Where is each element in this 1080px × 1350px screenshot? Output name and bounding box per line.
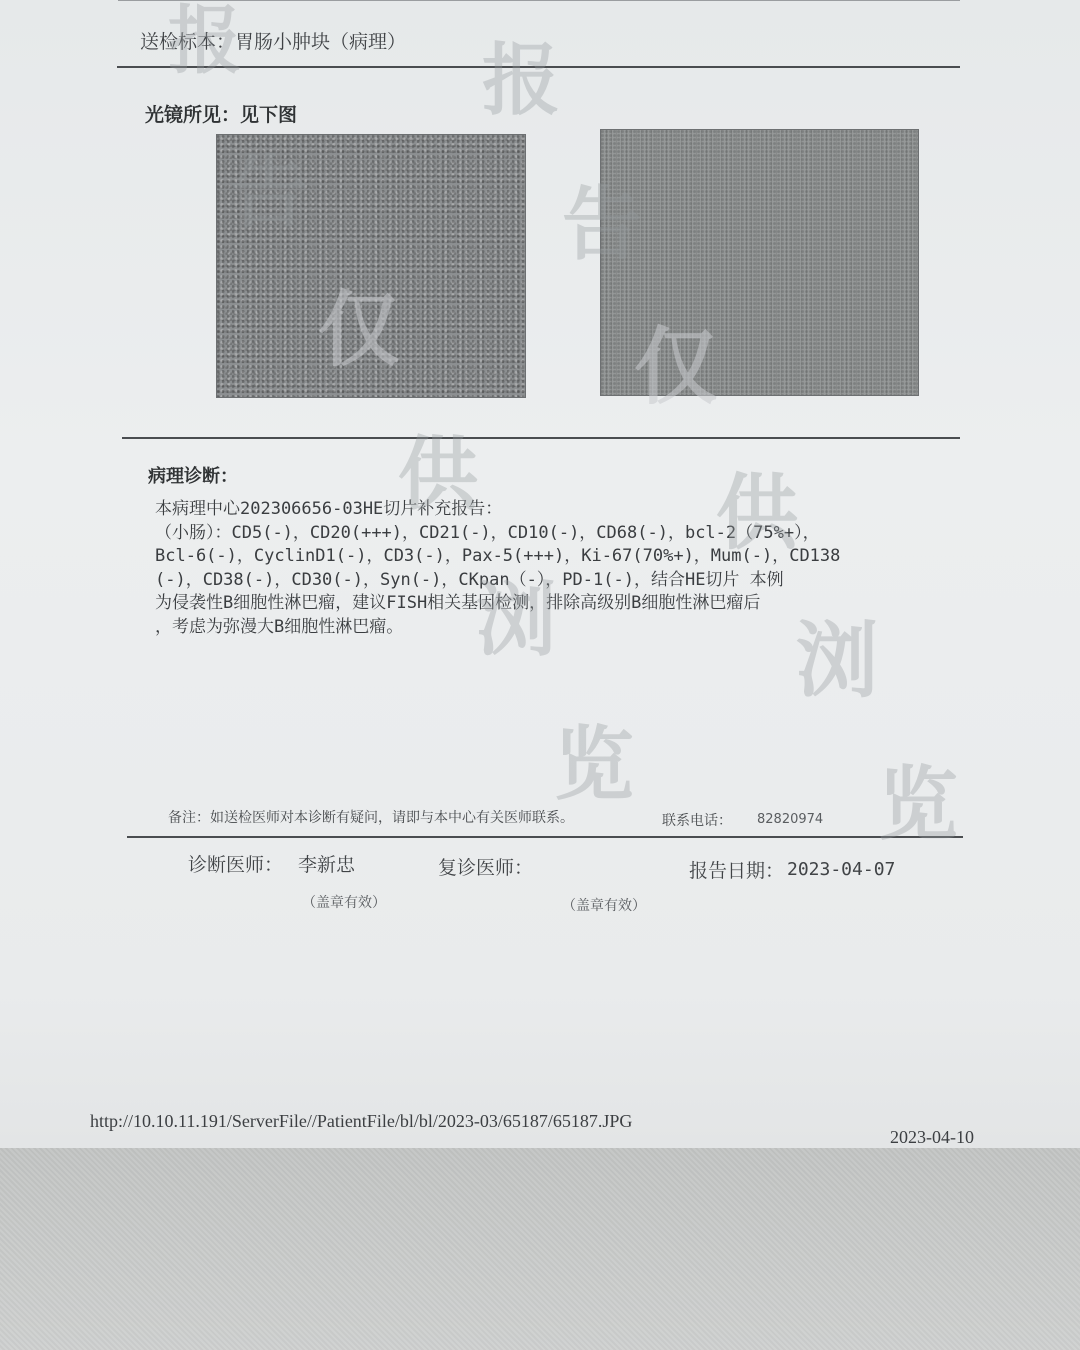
footer-url: http://10.10.11.191/ServerFile//PatientFile/bl/bl/2023-03/65187/65187.JPG	[90, 1111, 633, 1131]
watermark-char: 览	[554, 717, 634, 811]
note-text: 备注：如送检医师对本诊断有疑问，请即与本中心有关医师联系。	[168, 810, 574, 826]
header-rule	[117, 66, 960, 68]
footer-date: 2023-04-10	[890, 1127, 974, 1147]
desk-surface	[0, 1148, 1080, 1350]
watermark-char: 告	[562, 177, 642, 271]
diagnosis-line: 为侵袭性B细胞性淋巴瘤，建议FISH相关基因检测，排除高级别B细胞性淋巴瘤后	[155, 593, 761, 613]
image-rule	[122, 437, 960, 439]
watermark-char: 告	[230, 147, 309, 238]
reviewing-doctor-label: 复诊医师：	[438, 857, 534, 879]
diagnosis-line: ，考虑为弥漫大B细胞性淋巴瘤。	[155, 616, 404, 637]
watermark-char: 报	[168, 0, 242, 84]
diagnosis-heading: 病理诊断：	[148, 466, 238, 487]
diagnosis-line: (-)，CD38(-)，CD30(-)，Syn(-)，CKpan（-），PD-1(-)，结合HE切片 本例	[155, 569, 784, 590]
watermark-char: 报	[482, 35, 561, 126]
micrograph-right	[600, 129, 919, 396]
phone-label: 联系电话：	[662, 813, 732, 829]
watermark-char: 仅	[318, 282, 401, 378]
stamp-note: （盖章有效）	[302, 895, 386, 911]
report-date-label: 报告日期：	[689, 860, 785, 882]
watermark-char: 供	[716, 465, 799, 561]
watermark-char: 供	[398, 427, 478, 521]
watermark-char: 浏	[476, 573, 556, 667]
microscopy-label: 光镜所见：见下图	[145, 104, 298, 126]
diagnosing-doctor-label: 诊断医师：	[188, 854, 284, 876]
watermark-char: 览	[878, 757, 958, 851]
top-rule	[118, 0, 960, 1]
specimen-line: 送检标本：胃肠小肿块（病理）	[140, 31, 407, 53]
report-date: 2023-04-07	[787, 859, 896, 880]
diagnosis-line: （小肠）：CD5(-)，CD20(+++)，CD21(-)，CD10(-)，CD68(-)，bcl-2（75%+），	[155, 522, 820, 543]
watermark-char: 仅	[634, 317, 719, 416]
diagnosis-line: 本病理中心202306656-03HE切片补充报告：	[155, 499, 503, 519]
watermark-char: 浏	[796, 613, 879, 709]
diagnosis-line: Bcl-6(-)，CyclinD1(-)，CD3(-)，Pax-5(+++)，Ki-67(70%+)，Mum(-)，CD138	[155, 546, 841, 566]
diagnosing-doctor-name: 李新忠	[298, 854, 356, 876]
micrograph-left	[216, 134, 526, 398]
phone-number: 82820974	[757, 812, 824, 827]
stamp-note: （盖章有效）	[562, 898, 646, 914]
diagnosis-body	[155, 498, 895, 639]
signature-rule	[127, 836, 963, 838]
